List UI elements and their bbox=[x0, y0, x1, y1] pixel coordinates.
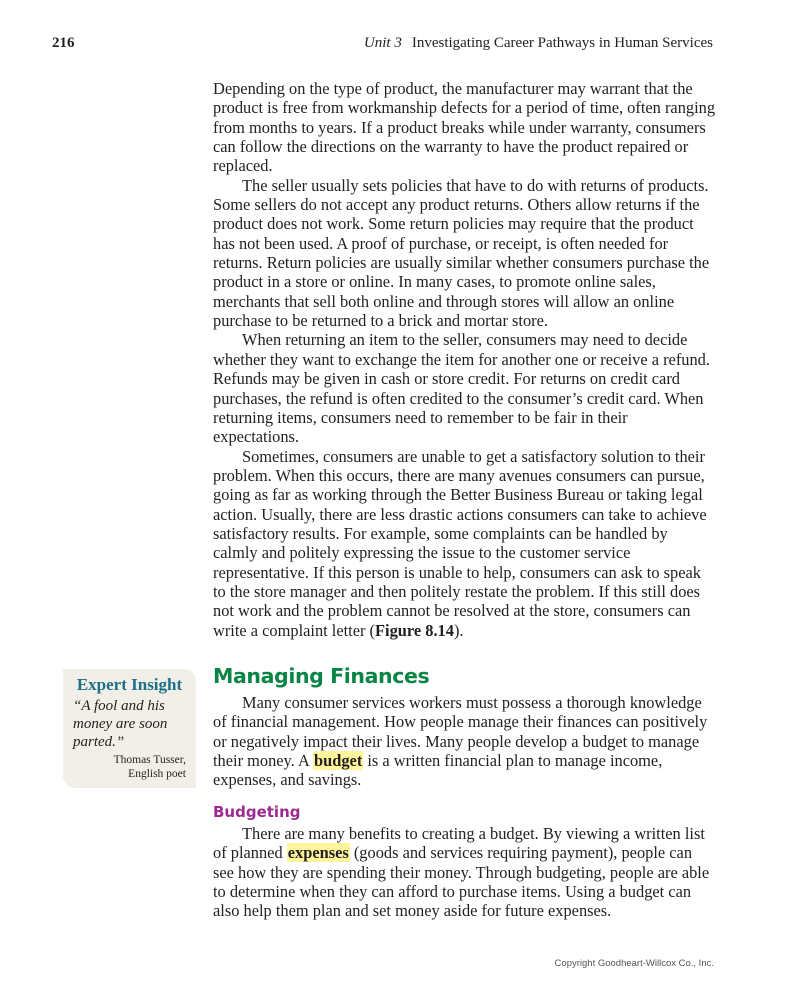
managing-finances-body bbox=[213, 693, 716, 790]
quote-author-role: English poet bbox=[128, 768, 186, 780]
budgeting-body bbox=[213, 824, 716, 921]
paragraph-refunds: When returning an item to the seller, consumers may need to decide whether they want to exchange the item for another one or receive a refund. Refunds may be given in cash or store credit. For returns on credit card purchases, the refund is often credited to the consumer’s credit card. When returning items, consumers need to remember to be fair in their expectations. bbox=[213, 330, 710, 447]
paragraph-returns: The seller usually sets policies that have to do with returns of products. Some sellers do not accept any product returns. Others allow returns if the product does not work. Some return policies may require that the product has not been used. A proof of purchase, or receipt, is often needed for returns. Return policies are usually similar whether consumers purchase the product in a store or online. In many cases, to promote online sales, merchants that sell both online and through stores will allow an online purchase to be returned to a brick and mortar store. bbox=[213, 175, 710, 331]
unit-label: Unit 3 bbox=[363, 35, 402, 51]
sidebar-quote: “A fool and his money are soon parted.” bbox=[73, 698, 168, 750]
paragraph-complaints bbox=[213, 447, 716, 640]
budgeting-text: There are many benefits to creating a budget. By viewing a written list of planned bbox=[213, 824, 705, 863]
complaints-text: Sometimes, consumers are unable to get a satisfactory solution to their problem. When this occurs, there are many avenues consumers can pursue, going as far as working through the Better Business Bureau or taking legal action. Usually, there are less drastic actions consumers can take to achieve satisfactory results. For example, some complaints can be handled by calmly and politely expressing the issue to the customer service representative. If this person is unable to help, consumers can ask to speak to the store manager and then politely restate the problem. If this still does not work and the problem cannot be resolved at the store, consumers can write a complaint letter ( bbox=[213, 446, 707, 640]
sidebar-title: Expert Insight bbox=[76, 675, 183, 694]
body-text bbox=[213, 79, 716, 640]
figure-reference[interactable]: Figure 8.14 bbox=[375, 620, 454, 640]
paragraph-warranty: Depending on the type of product, the manufacturer may warrant that the product is free from workmanship defects for a period of time, often ranging from months to years. If a product breaks while under warranty, consumers can follow the directions on the warranty to have the product repaired or replaced. bbox=[213, 79, 716, 176]
quote-author: Thomas Tusser, bbox=[113, 754, 186, 766]
page-number: 216 bbox=[52, 35, 75, 51]
running-head bbox=[364, 35, 713, 52]
chapter-title: Investigating Career Pathways in Human Services bbox=[411, 35, 713, 51]
key-term-expenses: expenses bbox=[287, 843, 349, 863]
finances-text-end: is a written financial plan to manage income, expenses, and savings. bbox=[213, 751, 663, 790]
paragraph-budgeting bbox=[213, 824, 716, 921]
sidebar-attribution bbox=[73, 753, 186, 781]
copyright-notice: Copyright Goodheart-Willcox Co., Inc. bbox=[554, 958, 714, 969]
budgeting-text-end: (goods and services requiring payment), people can see how they are spending their money. Through budgeting, people are able to determine when they can afford to purchase items. Using a budget can also help them plan and set money aside for future expenses. bbox=[213, 843, 710, 921]
paragraph-finances bbox=[213, 693, 716, 790]
finances-text: Many consumer services workers must possess a thorough knowledge of financial management. How people manage their finances can positively or negatively impact their lives. Many people develop a budget to manage their money. A bbox=[213, 693, 708, 771]
key-term-budget: budget bbox=[314, 751, 363, 771]
expert-insight-sidebar bbox=[63, 669, 196, 788]
section-heading-managing-finances: Managing Finances bbox=[213, 664, 430, 688]
subheading-budgeting: Budgeting bbox=[213, 803, 301, 821]
complaints-end: ). bbox=[453, 620, 464, 640]
